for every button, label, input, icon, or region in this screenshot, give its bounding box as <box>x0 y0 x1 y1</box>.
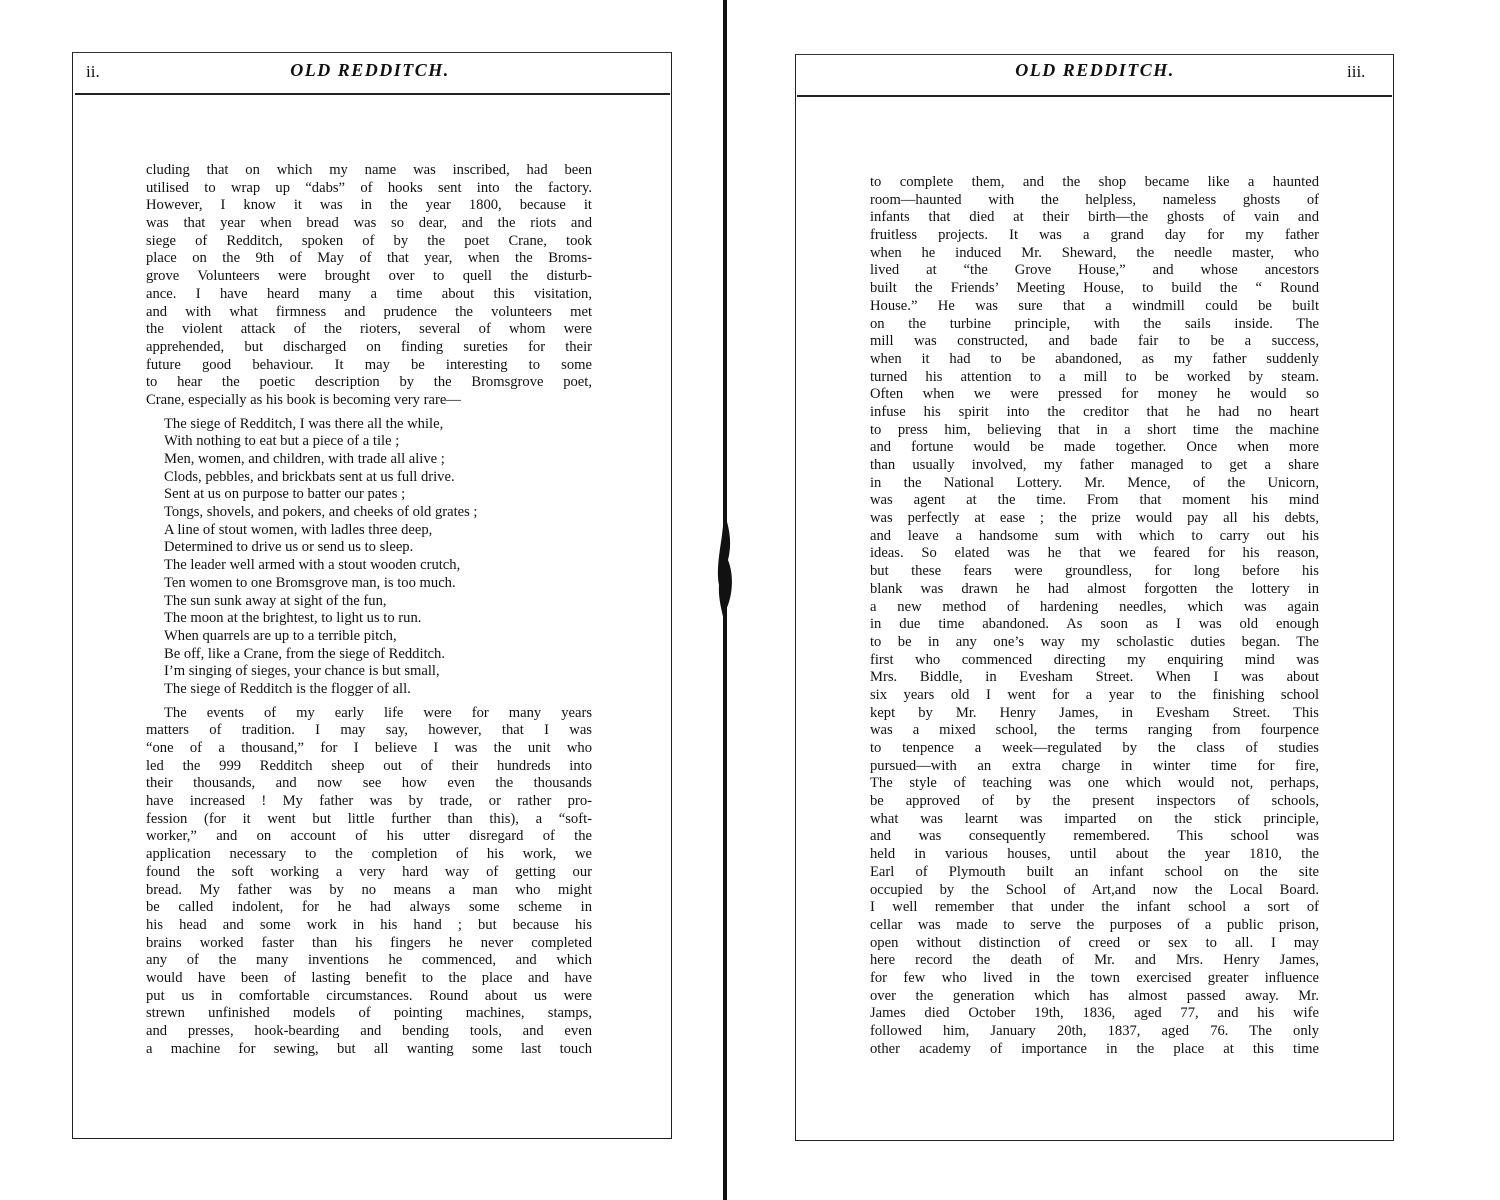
text-line: a new method of hardening needles, which was again <box>870 598 1319 615</box>
text-line: other academy of importance in the place at this time <box>870 1040 1319 1057</box>
text-line: worker,” and on account of his utter disregard of the <box>146 828 592 845</box>
text-line: strewn unfinished models of pointing machines, stamps, <box>146 1005 592 1022</box>
text-line: turned his attention to a mill to be worked by steam. <box>870 368 1319 385</box>
right-page-number: iii. <box>1347 62 1366 81</box>
text-line: I well remember that under the infant school a sort of <box>870 899 1319 916</box>
text-line: but these fears were groundless, for long before his <box>870 563 1319 580</box>
text-line: led the 999 Redditch sheep out of their hundreds into <box>146 757 592 774</box>
text-line: ance. I have heard many a time about this visitation, <box>146 285 592 302</box>
verse-line: The siege of Redditch is the flogger of all. <box>164 680 411 697</box>
text-line: bread. My father was by no means a man who might <box>146 881 592 898</box>
text-line: mill was constructed, and bade fair to be a success, <box>870 333 1319 350</box>
text-line: than usually involved, my father managed to get a share <box>870 457 1319 473</box>
verse-line: Sent at us on purpose to batter our pates ; <box>164 486 406 503</box>
right-header-rule <box>797 95 1392 97</box>
text-line: here record the death of Mr. and Mrs. Henry James, <box>870 952 1319 969</box>
text-line: first who commenced directing my enquiring mind was <box>870 651 1319 668</box>
text-line: to hear the poetic description by the Bromsgrove poet, <box>146 374 592 391</box>
text-line: when he induced Mr. Sheward, the needle master, who <box>870 244 1319 261</box>
text-line: apprehended, but discharged on finding sureties for their <box>146 338 592 355</box>
text-line: the violent attack of the rioters, several of whom were <box>146 321 592 338</box>
text-line: James died October 19th, 1836, aged 77, and his wife <box>870 1005 1319 1022</box>
text-line: any of the many inventions he commenced, and which <box>146 952 592 969</box>
text-line: to complete them, and the shop became like a haunted <box>870 174 1319 190</box>
text-line: and was consequently remembered. This school was <box>870 828 1319 845</box>
verse-line: Clods, pebbles, and brickbats sent at us full drive. <box>164 468 455 485</box>
text-line: be approved of by the present inspectors of schools, <box>870 793 1319 810</box>
text-line: on the turbine principle, with the sails inside. The <box>870 315 1319 332</box>
text-line: have increased ! My father was by trade, or rather pro- <box>146 793 592 810</box>
text-line: lived at “the Grove House,” and whose ancestors <box>870 262 1319 279</box>
text-line: six years old I went for a year to the finishing school <box>870 686 1319 703</box>
text-line: However, I know it was in the year 1800, because it <box>146 197 592 214</box>
verse-line: Men, women, and children, with trade all alive ; <box>164 451 445 467</box>
right-running-head: OLD REDDITCH. <box>1015 60 1175 80</box>
left-page-body <box>146 162 592 1058</box>
verse-line: Be off, like a Crane, from the siege of Redditch. <box>164 645 445 662</box>
text-line: over the generation which has almost passed away. Mr. <box>870 987 1319 1004</box>
text-line: Earl of Plymouth built an infant school on the site <box>870 863 1319 880</box>
text-line: House.” He was sure that a windmill could be built <box>870 297 1319 314</box>
text-line: his head and some work in his hand ; but because his <box>146 916 592 933</box>
left-header-rule <box>75 93 670 95</box>
left-running-head: OLD REDDITCH. <box>290 60 450 80</box>
text-line: built the Friends’ Meeting House, to build the “ Round <box>870 280 1319 297</box>
text-line: application necessary to the completion of his work, we <box>146 846 592 863</box>
text-line: occupied by the School of Art,and now the Local Board. <box>870 881 1319 898</box>
right-prose <box>870 174 1319 1058</box>
text-line: was agent at the time. From that moment his mind <box>870 492 1319 509</box>
text-line: fruitless projects. It was a grand day for my father <box>870 227 1319 244</box>
text-line: in the National Lottery. Mr. Mence, of the Unicorn, <box>870 474 1319 491</box>
text-line: kept by Mr. Henry James, in Evesham Street. This <box>870 704 1319 721</box>
text-line: room—haunted with the helpless, nameless ghosts of <box>870 191 1319 208</box>
text-line: found the soft working a very hard way of getting our <box>146 863 592 880</box>
text-line: open without distinction of creed or sex to all. I may <box>870 934 1319 951</box>
text-line: their thousands, and now see how even the thousands <box>146 775 592 792</box>
text-line: for few who lived in the town exercised greater influence <box>870 969 1319 986</box>
text-line: Crane, especially as his book is becoming very rare— <box>146 391 461 408</box>
text-line: a machine for sewing, but all wanting some last touch <box>146 1040 592 1057</box>
right-page-body <box>870 174 1319 1058</box>
text-line: siege of Redditch, spoken of by the poet Crane, took <box>146 232 592 249</box>
verse-line: A line of stout women, with ladles three deep, <box>164 521 433 538</box>
text-line: The style of teaching was one which would not, perhaps, <box>870 775 1319 792</box>
text-line: future good behaviour. It may be interesting to some <box>146 356 592 373</box>
text-line: cluding that on which my name was inscribed, had been <box>146 162 592 178</box>
ink-blot <box>716 515 734 625</box>
left-page-number: ii. <box>86 62 100 81</box>
verse-line: The siege of Redditch, I was there all the while, <box>164 415 444 432</box>
text-line: fession (for it went but little further than this), a “soft- <box>146 810 592 827</box>
text-line: was a mixed school, the terms ranging from fourpence <box>870 722 1319 739</box>
text-line: and leave a handsome sum with which to carry out his <box>870 527 1319 544</box>
text-line: blank was drawn he had almost forgotten the lottery in <box>870 580 1319 597</box>
text-line: brains worked faster than his fingers he never completed <box>146 934 592 951</box>
left-prose-bottom <box>146 705 592 1059</box>
verse-line: I’m singing of sieges, your chance is but small, <box>164 663 440 680</box>
text-line: Often when we were pressed for money he would so <box>870 386 1319 403</box>
text-line: cellar was made to serve the purposes of a public prison, <box>870 916 1319 933</box>
crane-poem <box>146 416 592 699</box>
text-line: place on the 9th of May of that year, when the Broms- <box>146 250 592 267</box>
text-line: in due time abandoned. As soon as I was old enough <box>870 616 1319 633</box>
text-line: what was learnt was imparted on the stick principle, <box>870 810 1319 827</box>
text-line: matters of tradition. I may say, however, that I was <box>146 722 592 739</box>
left-prose-top <box>146 162 592 410</box>
text-line: ideas. So elated was he that we feared for his reason, <box>870 545 1319 562</box>
verse-line: The leader well armed with a stout wooden crutch, <box>164 557 461 574</box>
verse-line: Tongs, shovels, and pokers, and cheeks of old grates ; <box>164 504 478 521</box>
text-line: when it had to be abandoned, as my father suddenly <box>870 350 1319 367</box>
text-line: to tenpence a week—regulated by the class of studies <box>870 740 1319 756</box>
text-line: was that year when bread was so dear, and the riots and <box>146 215 592 232</box>
text-line: pursued—with an extra charge in winter time for fire, <box>870 757 1319 774</box>
text-line: grove Volunteers were brought over to quell the disturb- <box>146 268 592 285</box>
verse-line: The moon at the brightest, to light us to run. <box>164 610 422 627</box>
text-line: be called indolent, for he had always some scheme in <box>146 899 592 916</box>
verse-line: Ten women to one Bromsgrove man, is too much. <box>164 574 456 591</box>
text-line: and with what firmness and prudence the volunteers met <box>146 303 592 320</box>
verse-line: Determined to drive us or send us to sleep. <box>164 539 414 556</box>
verse-line: The sun sunk away at sight of the fun, <box>164 592 387 609</box>
text-line: would have been of lasting benefit to the place and have <box>146 969 592 986</box>
text-line: The events of my early life were for many years <box>164 704 592 721</box>
text-line: put us in comfortable circumstances. Round about us were <box>146 987 592 1004</box>
text-line: infants that died at their birth—the ghosts of vain and <box>870 209 1319 226</box>
text-line: “one of a thousand,” for I believe I was the unit who <box>146 740 592 756</box>
text-line: utilised to wrap up “dabs” of hooks sent into the factory. <box>146 179 592 196</box>
text-line: infuse his spirit into the creditor that he had no heart <box>870 403 1319 420</box>
text-line: Mrs. Biddle, in Evesham Street. When I was about <box>870 669 1319 686</box>
verse-line: With nothing to eat but a piece of a tile ; <box>164 433 400 450</box>
text-line: to press him, believing that in a short time the machine <box>870 421 1319 438</box>
text-line: held in various houses, until about the year 1810, the <box>870 846 1319 863</box>
text-line: was perfectly at ease ; the prize would pay all his debts, <box>870 510 1319 527</box>
text-line: to be in any one’s way my scholastic duties began. The <box>870 633 1319 650</box>
text-line: followed him, January 20th, 1837, aged 76. The only <box>870 1023 1319 1039</box>
text-line: and presses, hook-bearding and bending tools, and even <box>146 1023 592 1039</box>
text-line: and fortune would be made together. Once when more <box>870 439 1319 456</box>
verse-line: When quarrels are up to a terrible pitch, <box>164 627 397 644</box>
